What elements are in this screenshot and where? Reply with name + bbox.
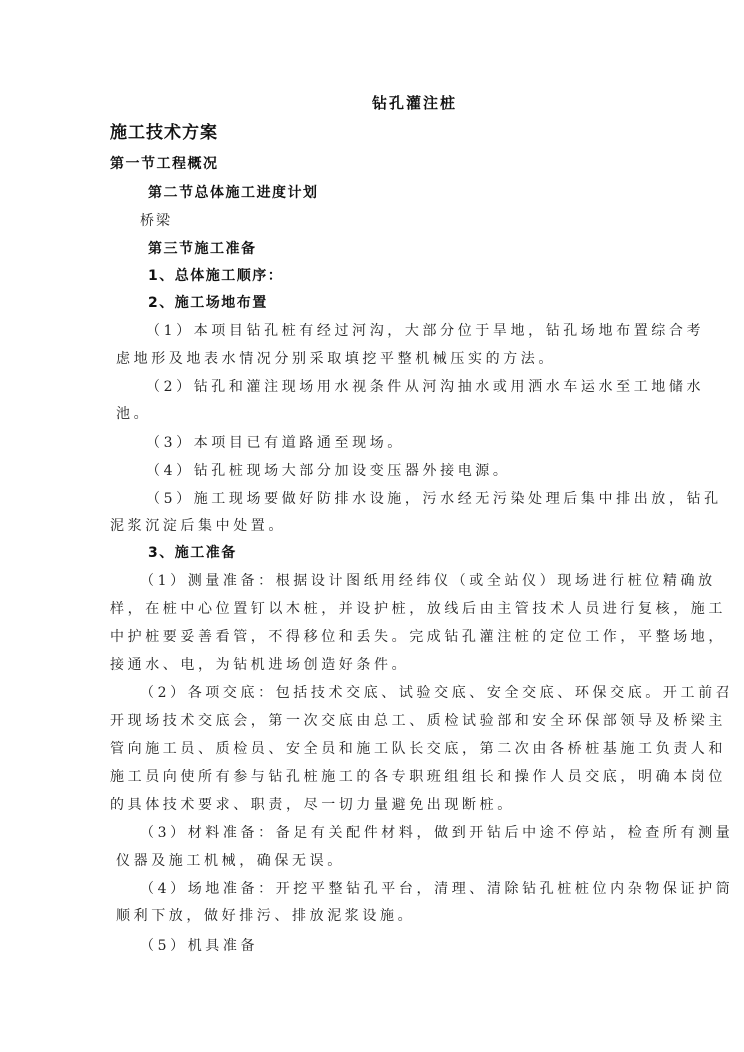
prep-para-1-line: 中护桩要妥善看管，不得移位和丢失。完成钻孔灌注桩的定位工作，平整场地， xyxy=(110,629,726,645)
prep-para-1-line: 接通水、电，为钻机进场创造好条件。 xyxy=(110,657,410,673)
prep-para-2-line: （2）各项交底：包括技术交底、试验交底、安全交底、环保交底。开工前召 xyxy=(140,685,734,701)
site-para-4-line: （4）钻孔桩现场大部分加设变压器外接电源。 xyxy=(146,463,511,479)
prep-para-3-line: （3）材料准备：备足有关配件材料，做到开钻后中途不停站，检查所有测量 xyxy=(140,825,734,841)
prep-para-2-line: 的具体技术要求、职责，尽一切力量避免出现断桩。 xyxy=(110,797,515,813)
site-para-2-line: 池。 xyxy=(116,406,152,422)
prep-para-1-line: 样，在桩中心位置钉以木桩，并设护桩，放线后由主管技术人员进行复核，施工 xyxy=(110,601,726,617)
section-2-heading: 第二节总体施工进度计划 xyxy=(148,185,319,201)
heading: 施工技术方案 xyxy=(110,123,218,143)
item-1-heading: 1、总体施工顺序： xyxy=(148,268,284,284)
document-title: 钻孔灌注桩 xyxy=(372,94,458,112)
prep-para-2-line: 管向施工员、质检员、安全员和施工队长交底，第二次由各桥桩基施工负责人和 xyxy=(110,741,726,757)
site-para-5-line: （5）施工现场要做好防排水设施，污水经无污染处理后集中排出放，钻孔 xyxy=(146,491,722,507)
prep-para-4-line: 顺利下放，做好排污、排放泥浆设施。 xyxy=(116,908,416,924)
bridge-label: 桥梁 xyxy=(140,213,172,229)
site-para-5-line: 泥浆沉淀后集中处置。 xyxy=(110,518,286,534)
site-para-3-line: （3）本项目已有道路通至现场。 xyxy=(146,435,405,451)
prep-para-5-line: （5）机具准备 xyxy=(140,938,259,954)
prep-para-3-line: 仪器及施工机械，确保无误。 xyxy=(116,853,345,869)
section-3-heading: 第三节施工准备 xyxy=(148,241,257,257)
section-1-heading: 第一节工程概况 xyxy=(110,156,219,172)
site-para-1-line: （1）本项目钻孔桩有经过河沟，大部分位于旱地，钻孔场地布置综合考 xyxy=(146,323,705,339)
prep-para-1-line: （1）测量准备：根据设计图纸用经纬仪（或全站仪）现场进行桩位精确放 xyxy=(140,573,716,589)
item-3-heading: 3、施工准备 xyxy=(148,545,237,561)
prep-para-4-line: （4）场地准备：开挖平整钻孔平台，清理、清除钻孔桩桩位内杂物保证护筒 xyxy=(140,881,734,897)
item-2-heading: 2、施工场地布置 xyxy=(148,295,268,311)
prep-para-2-line: 施工员向使所有参与钻孔桩施工的各专职班组组长和操作人员交底，明确本岗位 xyxy=(110,769,726,785)
site-para-1-line: 虑地形及地表水情况分别采取填挖平整机械压实的方法。 xyxy=(116,351,556,367)
prep-para-2-line: 开现场技术交底会，第一次交底由总工、质检试验部和安全环保部领导及桥梁主 xyxy=(110,713,726,729)
site-para-2-line: （2）钻孔和灌注现场用水视条件从河沟抽水或用洒水车运水至工地储水 xyxy=(146,379,705,395)
